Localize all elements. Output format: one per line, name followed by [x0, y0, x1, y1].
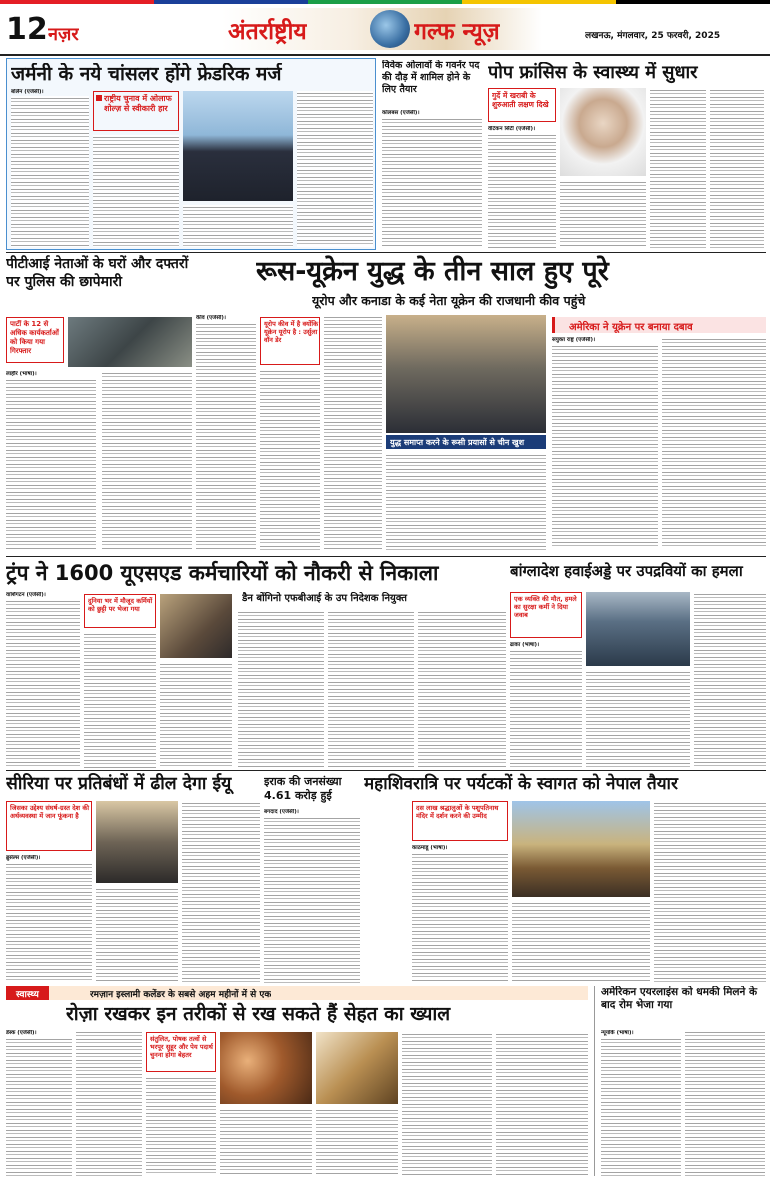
nepal-text-col3 — [654, 801, 766, 983]
vivek-text — [382, 110, 482, 248]
trump-text-col1 — [6, 592, 80, 768]
pope-article — [486, 58, 766, 250]
divider — [6, 770, 766, 771]
health-text-col6 — [402, 1032, 492, 1176]
germany-article — [6, 58, 376, 250]
bongino-text-col2 — [328, 610, 414, 768]
brand-logo: नज़र — [48, 24, 79, 45]
airlines-article — [594, 986, 766, 1176]
health-text-col4 — [220, 1108, 312, 1176]
divider — [6, 252, 766, 253]
syria-sub: जिसका उद्देश्य संघर्ष-ग्रस्त देश की अर्थव्यवस्था में जान फूंकना है — [10, 804, 90, 820]
section-title-2: गल्फ न्यूज़ — [414, 19, 500, 45]
text-lines — [183, 205, 293, 247]
nepal-text-col2 — [512, 901, 650, 983]
germany-text-col4 — [297, 91, 373, 247]
germany-sub: राष्ट्रीय चुनाव में ओलाफ शोल्ज़ से स्वीकारी हार — [104, 94, 172, 113]
airlines-byline: न्यूयॉर्क (भाषा)। — [601, 1030, 634, 1036]
germany-text-col1 — [11, 89, 89, 247]
pti-byline: लाहौर (भाषा)। — [6, 371, 37, 377]
strip-red — [0, 0, 154, 4]
health-sub: संतुलित, पोषक तत्वों से भरपूर सुहूर और पेय पदार्थ चुनना होगा बेहतर — [150, 1035, 213, 1059]
bongino-text-col1 — [238, 610, 324, 768]
text-lines — [586, 670, 690, 768]
text-lines — [6, 378, 96, 551]
nepal-byline: काठमांडू (भाषा)। — [412, 845, 448, 851]
ukraine-caption: युद्ध समाप्त करने के रूसी प्रयासों से चीन खुश — [390, 438, 525, 447]
iraq-title: इराक की जनसंख्या 4.61 करोड़ हुई — [264, 775, 342, 802]
strip-green — [308, 0, 462, 4]
leaders-photo — [386, 315, 546, 433]
bangladesh-title: बांग्लादेश हवाईअड्डे पर उपद्रवियों का हमला — [510, 562, 743, 580]
us-pressure-byline: संयुक्त राष्ट्र (एजेंसी)। — [552, 337, 596, 343]
germany-text-col3 — [183, 205, 293, 247]
nepal-title: महाशिवरात्रि पर पर्यटकों के स्वागत को नेपाल तैयार — [364, 774, 678, 794]
health-title: रोज़ा रखकर इन तरीकों से रख सकते हैं सेहत का ख्याल — [66, 1003, 451, 1025]
pope-text-col1 — [488, 126, 556, 248]
ukraine-sub: यूरोप और कनाडा के कई नेता यूक्रेन की राजधानी कीव पहुंचे — [312, 293, 586, 308]
ukraine-quote: यूरोप कीव में है क्योंकि यूक्रेन यूरोप है : उर्सुला वॉन डेर — [264, 320, 319, 344]
text-lines — [512, 901, 650, 983]
dateline: लखनऊ, मंगलवार, 25 फरवरी, 2025 — [585, 31, 721, 41]
text-lines — [220, 1108, 312, 1176]
health-text-col1 — [6, 1030, 72, 1176]
bangladesh-text-col3 — [694, 592, 766, 768]
text-lines — [402, 1032, 492, 1176]
nepal-sub-box — [412, 801, 508, 841]
us-pressure-text-col2 — [662, 337, 766, 549]
syria-title: सीरिया पर प्रतिबंधों में ढील देगा ईयू — [6, 774, 232, 794]
germany-byline: बर्लिन (एजेंसी)। — [11, 89, 44, 95]
text-lines — [182, 801, 260, 983]
iraq-text — [264, 809, 360, 983]
globe-icon — [370, 10, 410, 48]
vivek-title: विवेक ओलावों के गवर्नर पद की दौड़ में शामिल होने के लिए तैयार — [382, 60, 480, 95]
bangladesh-text-col1 — [510, 642, 582, 768]
vivek-byline: कोलंबस (एजेंसी)। — [382, 110, 420, 116]
health-text-col7 — [496, 1032, 588, 1176]
text-lines — [552, 344, 658, 549]
nepal-article — [364, 773, 766, 983]
pope-text-col3 — [650, 88, 706, 248]
ukraine-caption-bar — [386, 435, 546, 449]
text-lines — [382, 117, 482, 248]
text-lines — [650, 88, 706, 248]
bangladesh-byline: ढाका (भाषा)। — [510, 642, 540, 648]
airport-photo — [586, 592, 690, 666]
us-pressure-title: अमेरिका ने यूक्रेन पर बनाया दबाव — [569, 322, 693, 333]
text-lines — [488, 133, 556, 248]
pti-title: पीटीआई नेताओं के घरों और दफ्तरों पर पुलिस की छापेमारी — [6, 256, 189, 290]
airlines-title: अमेरिकन एयरलाइंस को धमकी मिलने के बाद रोम भेजा गया — [601, 986, 758, 1011]
text-lines — [96, 887, 178, 983]
text-lines — [710, 88, 764, 248]
pope-photo — [560, 88, 646, 176]
health-kicker-bar — [6, 986, 588, 1000]
text-lines — [84, 632, 156, 768]
text-lines — [196, 322, 256, 551]
airlines-text-col1 — [601, 1030, 681, 1176]
text-lines — [93, 135, 179, 247]
text-lines — [654, 801, 766, 983]
ukraine-text-col1 — [196, 315, 256, 551]
divider — [6, 556, 766, 557]
strip-yellow — [462, 0, 616, 4]
text-lines — [510, 649, 582, 768]
germany-title: जर्मनी के नये चांसलर होंगे फ्रेडरिक मर्ज — [11, 63, 282, 85]
masthead — [0, 0, 770, 56]
syria-text-col3 — [182, 801, 260, 983]
strip-blue — [154, 0, 308, 4]
text-lines — [412, 852, 508, 983]
nepal-text-col1 — [412, 845, 508, 983]
text-lines — [6, 1037, 72, 1176]
text-lines — [102, 371, 192, 551]
health-section-tag: स्वास्थ्य — [6, 986, 49, 1000]
bongino-box — [238, 592, 506, 768]
us-pressure-header — [552, 317, 766, 333]
text-lines — [6, 599, 80, 768]
text-lines — [6, 862, 92, 983]
iraq-byline: बगदाद (एजेंसी)। — [264, 809, 299, 815]
text-lines — [76, 1030, 142, 1176]
trump-title: ट्रंप ने 1600 यूएसएड कर्मचारियों को नौकरी से निकाला — [6, 561, 439, 585]
pope-text-col4 — [710, 88, 764, 248]
pope-text-col2 — [560, 180, 646, 248]
bangladesh-sub-box — [510, 592, 582, 638]
pti-photo — [68, 317, 192, 367]
health-section — [6, 986, 588, 1176]
text-lines — [11, 96, 89, 247]
ukraine-text-col4 — [386, 453, 546, 551]
bangladesh-text-col2 — [586, 670, 690, 768]
text-lines — [328, 610, 414, 768]
pti-sub-box — [6, 317, 64, 363]
text-lines — [496, 1032, 588, 1176]
text-lines — [386, 453, 546, 551]
bangladesh-article — [510, 560, 766, 768]
merz-photo — [183, 91, 293, 201]
bangladesh-sub: एक व्यक्ति की मौत, हमले का सुरक्षा कर्मी ने दिया जवाब — [514, 595, 577, 619]
color-strip — [0, 0, 770, 4]
health-text-col2 — [76, 1030, 142, 1176]
syria-byline: ब्रुसेल्स (एजेंसी)। — [6, 855, 41, 861]
text-lines — [297, 91, 373, 247]
vivek-article — [382, 58, 482, 250]
pti-sub: पार्टी के 12 से अधिक कार्यकर्ताओं को किया गया गिरफ्तार — [10, 320, 59, 355]
syria-text-col2 — [96, 887, 178, 983]
pope-byline: वेटिकन सिटी (एजेंसी)। — [488, 126, 536, 132]
header-rule — [0, 54, 770, 56]
bongino-text-col3 — [418, 610, 506, 768]
germany-text-col2 — [93, 135, 179, 247]
trump-text-col2 — [84, 632, 156, 768]
trump-sub-box — [84, 594, 156, 628]
page-number: 12 — [6, 14, 48, 46]
pti-text-col1 — [6, 371, 96, 551]
section-banner — [222, 8, 542, 50]
ukraine-quote-box — [260, 317, 320, 365]
text-lines — [560, 180, 646, 248]
text-lines — [316, 1108, 398, 1176]
pashupatinath-photo — [512, 801, 650, 897]
ukraine-byline: कीव (एजेंसी)। — [196, 315, 226, 321]
ukraine-text-col3 — [324, 315, 382, 551]
text-lines — [601, 1037, 681, 1176]
text-lines — [264, 816, 360, 983]
text-lines — [146, 1076, 216, 1176]
syria-text-col1 — [6, 855, 92, 983]
prayer-photo — [316, 1032, 398, 1104]
trump-sub: दुनिया भर में मौजूद कर्मियों को छुट्टी पर भेजा गया — [88, 597, 153, 613]
pope-title: पोप फ्रांसिस के स्वास्थ्य में सुधार — [488, 62, 698, 83]
text-lines — [238, 610, 324, 768]
health-text-col5 — [316, 1108, 398, 1176]
us-pressure-text-col1 — [552, 337, 658, 549]
pope-sub-box — [488, 88, 556, 122]
text-lines — [324, 315, 382, 551]
text-lines — [160, 662, 232, 768]
health-sub-box — [146, 1032, 216, 1072]
syria-article — [6, 773, 260, 983]
health-text-col3 — [146, 1076, 216, 1176]
airlines-text-col2 — [685, 1030, 765, 1176]
bongino-title: डैन बोंगिनो एफबीआई के उप निदेशक नियुक्त — [242, 593, 407, 604]
health-kicker: रमज़ान इस्लामी कलेंडर के सबसे अहम महीनों में से एक — [90, 990, 272, 1000]
nepal-sub: दस लाख श्रद्धालुओं के पशुपतिनाथ मंदिर में दर्शन करने की उम्मीद — [416, 804, 499, 820]
section-title: अंतर्राष्ट्रीय — [228, 19, 307, 45]
pope-sub: गुर्दे में खराबी के शुरुआती लक्षण दिखे — [492, 91, 549, 109]
trump-text-col3 — [160, 662, 232, 768]
trump-byline: वाशिंगटन (एजेंसी)। — [6, 592, 46, 598]
text-lines — [694, 592, 766, 768]
health-byline: डेस्क (एजेंसी)। — [6, 1030, 37, 1036]
ukraine-article — [196, 255, 766, 553]
strip-black — [616, 0, 770, 4]
text-lines — [662, 337, 766, 549]
pti-article — [6, 255, 192, 553]
iftar-food-photo — [220, 1032, 312, 1104]
syria-sub-box — [6, 801, 92, 851]
us-pressure-box — [552, 317, 766, 551]
trump-article — [6, 560, 506, 768]
ukraine-title: रूस-यूक्रेन युद्ध के तीन साल हुए पूरे — [256, 256, 609, 287]
bullet-icon — [96, 95, 102, 101]
ukraine-text-col2 — [260, 369, 320, 551]
germany-sub-box — [93, 91, 179, 131]
iraq-article — [264, 773, 360, 983]
text-lines — [418, 610, 506, 768]
pti-text-col2 — [102, 371, 192, 551]
text-lines — [685, 1030, 765, 1176]
eu-meeting-photo — [96, 801, 178, 883]
usaid-photo — [160, 594, 232, 658]
text-lines — [260, 369, 320, 551]
